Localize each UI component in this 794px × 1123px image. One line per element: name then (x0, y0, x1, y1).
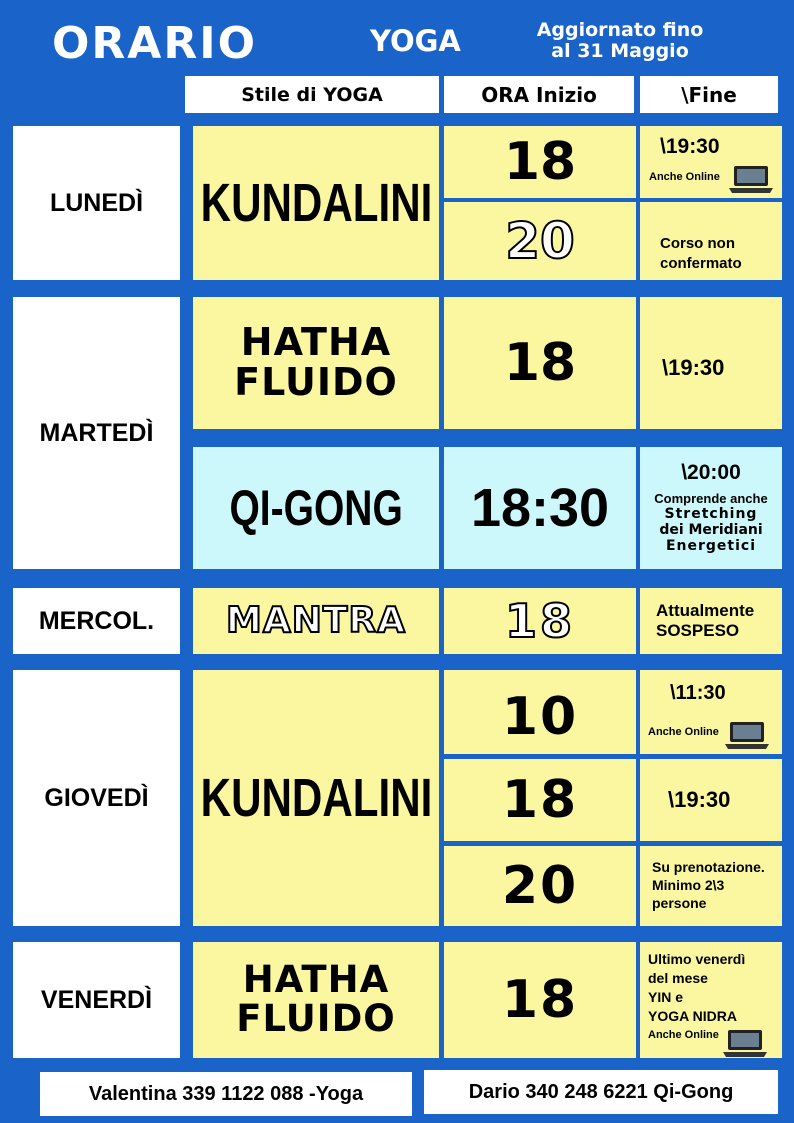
online-note-monday: Anche Online (649, 171, 720, 183)
style-tuesday-1 (193, 297, 439, 429)
contact-valentina: Valentina 339 1122 088 -Yoga (40, 1072, 412, 1116)
style-wednesday: MANTRA (193, 588, 439, 654)
note-friday-line-3: YIN e (648, 988, 684, 1005)
note-tuesday-line-1: Comprende anche (654, 491, 768, 506)
start-monday-1: 18 (444, 126, 636, 198)
column-header-style: Stile di YOGA (185, 76, 439, 113)
note-wednesday-line-1: Attualmente (656, 601, 755, 620)
column-header-end: \Fine (640, 76, 778, 113)
style-tuesday-2 (193, 447, 439, 569)
style-thursday (193, 670, 439, 926)
day-thursday: GIOVEDÌ (13, 670, 180, 926)
end-time-thursday-1: \11:30 (670, 682, 726, 704)
style-monday-label: KUNDALINI (200, 173, 432, 233)
end-thursday-1 (640, 670, 782, 754)
day-wednesday: MERCOL. (13, 588, 180, 654)
start-wednesday: 18 (444, 588, 636, 654)
online-note-thursday: Anche Online (648, 726, 719, 738)
note-thursday-3 (640, 846, 782, 926)
start-tuesday-1: 18 (444, 297, 636, 429)
contact-dario: Dario 340 248 6221 Qi-Gong (424, 1070, 778, 1114)
note-wednesday (640, 588, 782, 654)
updated-line-1: Aggiornato fino (536, 19, 704, 41)
start-monday-2: 20 (444, 202, 636, 280)
style-tuesday-1-line-1: HATHA (240, 320, 392, 365)
note-tuesday-line-3: dei Meridiani (659, 522, 763, 538)
end-time-monday-1: \19:30 (660, 135, 720, 158)
note-monday-line-2: confermato (660, 254, 742, 272)
note-friday-line-1: Ultimo venerdì (648, 951, 746, 967)
note-thursday-line-3: persone (652, 895, 707, 912)
end-tuesday-1: \19:30 (640, 297, 782, 429)
note-friday-line-4: YOGA NIDRA (648, 1007, 737, 1024)
style-friday-line-1: HATHA (242, 958, 390, 1002)
start-thursday-2: 18 (444, 759, 636, 841)
note-wednesday-line-2: SOSPESO (656, 621, 740, 641)
end-time-tuesday-2: \20:00 (681, 461, 741, 484)
style-thursday-label: KUNDALINI (200, 768, 432, 828)
start-thursday-1: 10 (444, 670, 636, 754)
updated-line-2: al 31 Maggio (551, 39, 689, 62)
day-monday: LUNEDÌ (13, 126, 180, 280)
laptop-icon (724, 720, 770, 750)
page-title: ORARIO (52, 18, 257, 69)
end-thursday-2: \19:30 (640, 759, 782, 841)
note-monday-2 (640, 202, 782, 280)
note-tuesday-line-2: Stretching (664, 506, 758, 522)
day-friday: VENERDÌ (13, 942, 180, 1058)
style-friday-line-2: FLUIDO (236, 997, 396, 1040)
style-tuesday-1-line-2: FLUIDO (234, 360, 398, 404)
day-tuesday: MARTEDÌ (13, 297, 180, 569)
style-monday (193, 126, 439, 280)
online-note-friday: Anche Online (648, 1028, 719, 1041)
updated-notice (505, 20, 735, 62)
start-friday: 18 (444, 942, 636, 1058)
end-monday-1 (640, 126, 782, 198)
note-friday (640, 942, 782, 1058)
style-tuesday-2-label: QI-GONG (229, 480, 403, 536)
note-thursday-line-1: Su prenotazione. (652, 859, 765, 875)
note-friday-line-2: del mese (648, 969, 708, 986)
start-thursday-3: 20 (444, 846, 636, 926)
start-tuesday-2: 18:30 (444, 447, 636, 569)
note-tuesday-2 (640, 447, 782, 569)
style-friday (193, 942, 439, 1058)
laptop-icon (722, 1028, 768, 1058)
note-monday-line-1: Corso non (660, 235, 735, 252)
note-tuesday-line-4: Energetici (665, 538, 757, 554)
page-subtitle: YOGA (370, 24, 461, 58)
column-header-start: ORA Inizio (444, 76, 634, 113)
note-thursday-line-2: Minimo 2\3 (652, 877, 725, 894)
laptop-icon (728, 164, 774, 194)
